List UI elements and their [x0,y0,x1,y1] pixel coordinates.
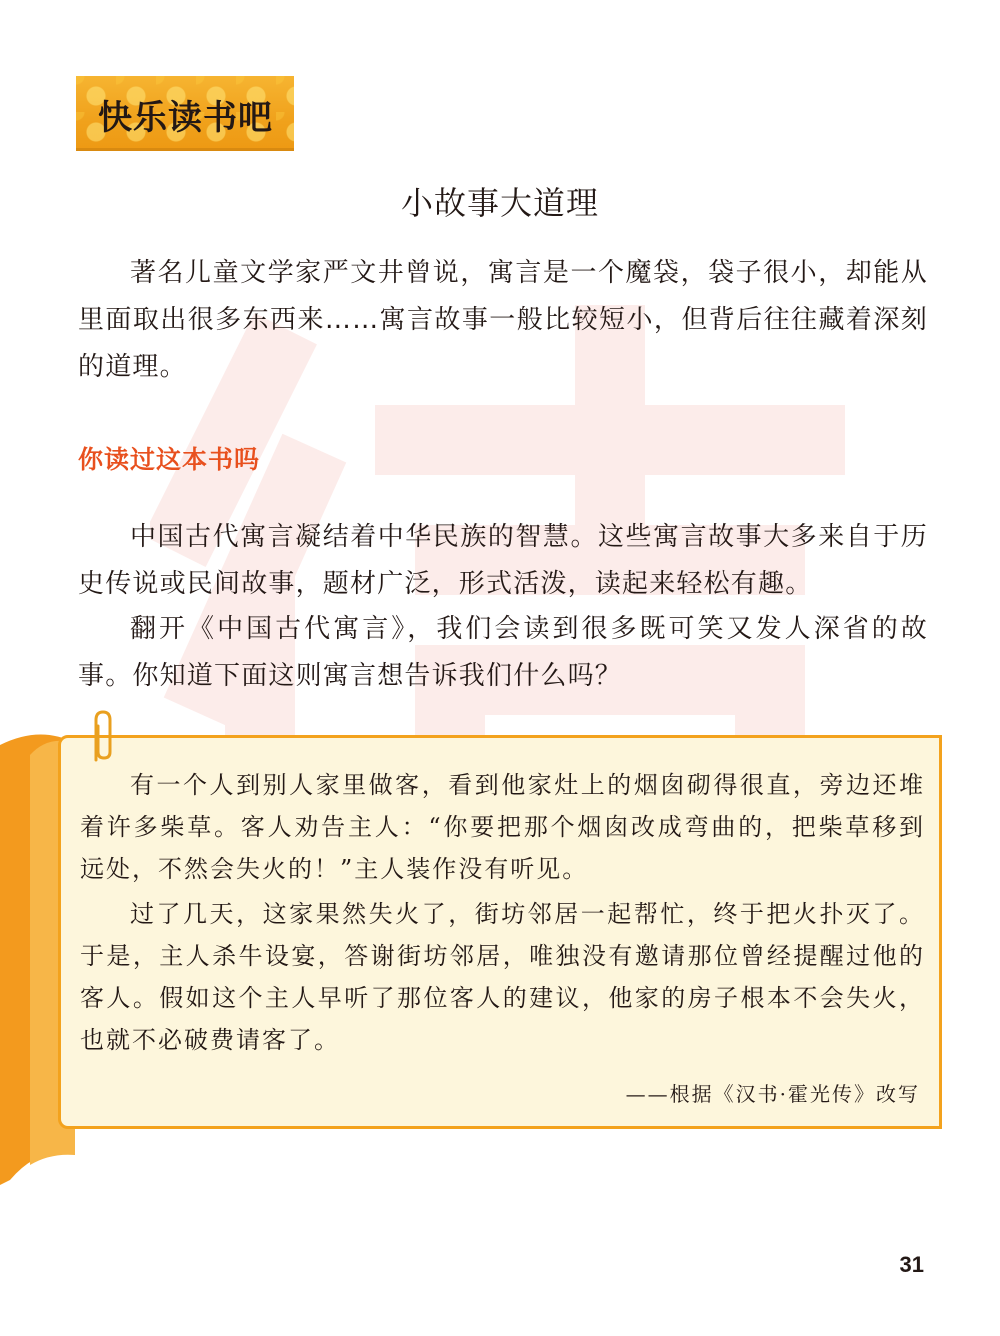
paperclip-icon [86,708,116,768]
story-source: ——根据《汉书·霍光传》改写 [625,1082,920,1106]
section-paragraph: 中国古代寓言凝结着中华民族的智慧。这些寓言故事大多来自于历史传说或民间故事，题材广泛，形式活泼，读起来轻松有趣。 [78,522,928,599]
column-banner [76,76,294,151]
intro-paragraph: 著名儿童文学家严文井曾说，寓言是一个魔袋，袋子很小，却能从里面取出很多东西来……寓言故事一般比较短小，但背后往往藏着深刻的道理。 [78,258,928,382]
banner-label: 快乐读书吧 [98,98,273,138]
section-heading: 你读过这本书吗 [78,445,261,474]
page-number: 31 [899,1252,924,1277]
story-paragraph: 过了几天，这家果然失火了，街坊邻居一起帮忙，终于把火扑灭了。于是，主人杀牛设宴，答谢街坊邻居，唯独没有邀请那位曾经提醒过他的客人。假如这个主人早听了那位客人的建议，他家的房子根本不会失火，也就不必破费请客了。 [80,900,925,1054]
page-title: 小故事大道理 [400,184,599,222]
story-paragraph: 有一个人到别人家里做客，看到他家灶上的烟囱砌得很直，旁边还堆着许多柴草。客人劝告主人：“你要把那个烟囱改成弯曲的，把柴草移到远处，不然会失火的！”主人装作没有听见。 [80,771,925,883]
section-paragraph: 翻开《中国古代寓言》，我们会读到很多既可笑又发人深省的故事。你知道下面这则寓言想告诉我们什么吗？ [78,614,928,691]
